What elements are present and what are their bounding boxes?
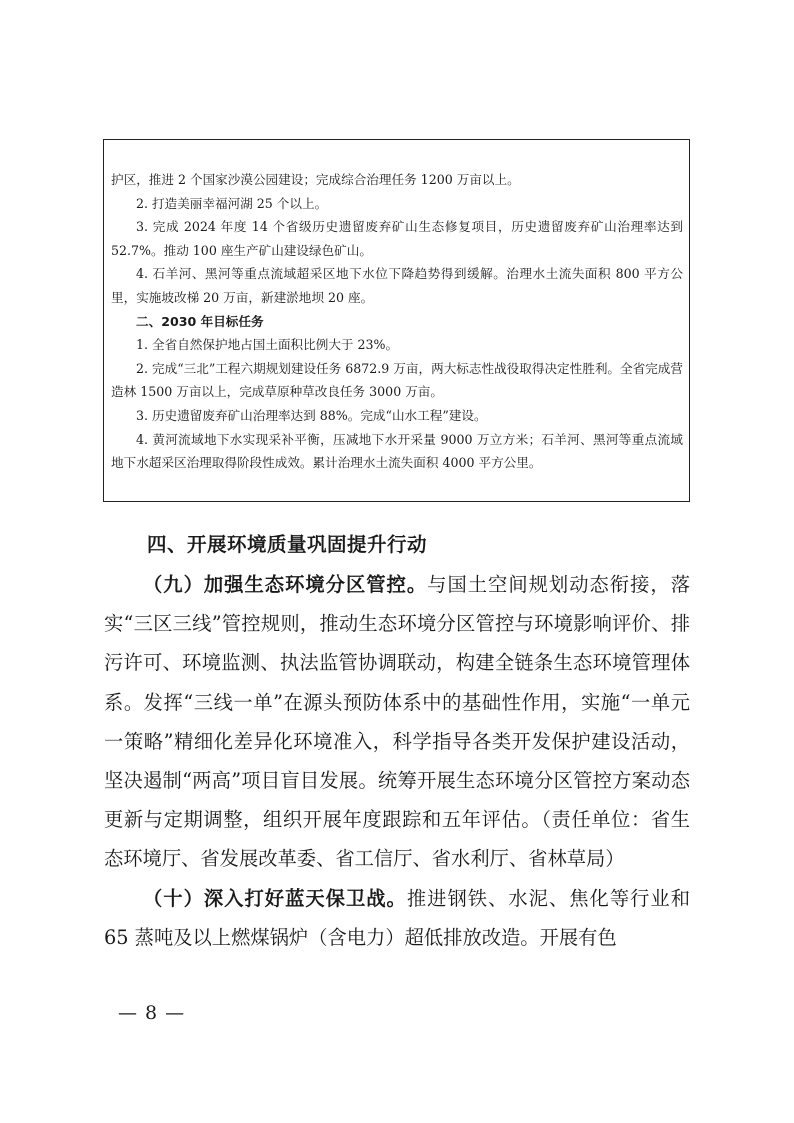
box-paragraph: 3. 完成 2024 年度 14 个省级历史遗留废弃矿山生态修复项目，历史遗留废弃矿山治理率达到 52.7%。推动 100 座生产矿山建设绿色矿山。 [111,219,683,258]
section-heading: 四、开展环境质量巩固提升行动 [147,533,428,556]
paragraph-9-text: 与国土空间规划动态衔接，落实“三区三线”管控规则，推动生态环境分区管控与环境影响评价、排污许可、环境监测、执法监管协调联动，构建全链条生态环境管理体系。发挥“三线一单”在源头预防体系中的基础性作用，实施“一单元一策略”精细化差异化环境准入，科学指导各类开发保护建设活动，坚决遏制“两高”项目盲目发展。统筹开展生态环境分区管控方案动态更新与定期调整，组织开展年度跟踪和五年评估。（责任单位：省生态环境厅、省发展改革委、省工信厅、省水利厅、省林草局） [104,573,690,871]
paragraph-10-lead: （十）深入打好蓝天保卫战。 [143,886,407,910]
page-number: — 8 — [118,1002,186,1024]
box-paragraph: 护区，推进 2 个国家沙漠公园建设；完成综合治理任务 1200 万亩以上。 [111,172,520,187]
box-paragraph: 2. 完成“三北”工程六期规划建设任务 6872.9 万亩，两大标志性战役取得决定性胜利。全省完成营造林 1500 万亩以上，完成草原种草改良任务 3000 万亩。 [111,360,683,400]
box-paragraph: 2. 打造美丽幸福河湖 25 个以上。 [136,195,328,211]
paragraph-9 [104,565,690,879]
box-paragraph: 3. 历史遗留废弃矿山治理率达到 88%。完成“山水工程”建设。 [136,407,487,423]
box-paragraph: 4. 石羊河、黑河等重点流域超采区地下水位下降趋势得到缓解。治理水土流失面积 800 平方公里，实施坡改梯 20 万亩，新建淤地坝 20 座。 [111,266,683,305]
targets-box [103,139,690,502]
body-text [104,565,690,957]
paragraph-10-text: 推进钢铁、水泥、焦化等行业和 65 蒸吨及以上燃煤锅炉（含电力）超低排放改造。开展有色 [104,886,690,949]
paragraph-9-lead: （九）加强生态环境分区管控。 [143,573,428,596]
paragraph-10 [104,879,690,957]
box-paragraph: 4. 黄河流域地下水实现采补平衡，压减地下水开采量 9000 万立方米；石羊河、黑河等重点流域地下水超采区治理取得阶段性成效。累计治理水土流失面积 4000 平方公里。 [111,431,683,471]
box-subheading: 二、2030 年目标任务 [136,313,264,329]
box-paragraph: 1. 全省自然保护地占国土面积比例大于 23%。 [136,337,399,353]
